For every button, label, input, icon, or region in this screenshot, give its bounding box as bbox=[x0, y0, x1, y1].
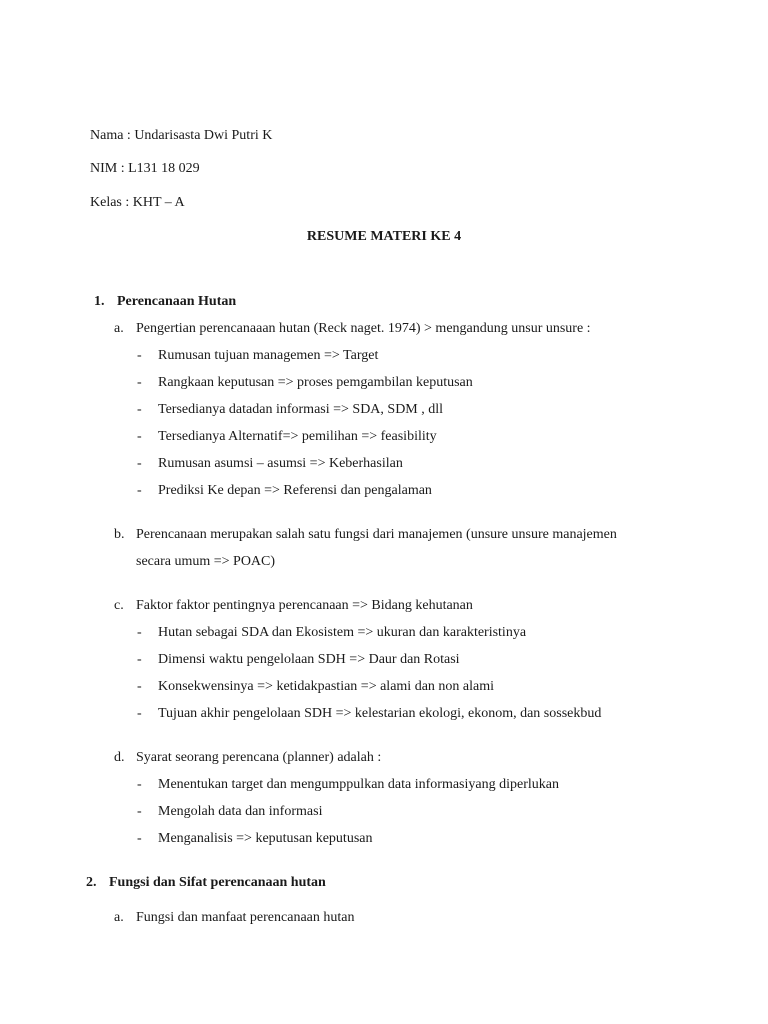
bullet-text: Tersedianya datadan informasi => SDA, SDM , dll bbox=[158, 402, 444, 417]
student-name: Nama : Undarisasta Dwi Putri K bbox=[90, 128, 273, 143]
bullet-dash: - bbox=[137, 483, 142, 498]
bullet-dash: - bbox=[137, 402, 142, 417]
bullet-dash: - bbox=[137, 831, 142, 846]
bullet-text: Menganalisis => keputusan keputusan bbox=[158, 831, 373, 846]
bullet-dash: - bbox=[137, 375, 142, 390]
bullet-text: Rumusan asumsi – asumsi => Keberhasilan bbox=[158, 456, 403, 471]
bullet-dash: - bbox=[137, 652, 142, 667]
item-text: Fungsi dan manfaat perencanaan hutan bbox=[136, 910, 355, 925]
document-title: RESUME MATERI KE 4 bbox=[306, 229, 462, 244]
item-text-continued: secara umum => POAC) bbox=[136, 554, 276, 569]
item-letter: c. bbox=[114, 598, 124, 613]
bullet-text: Mengolah data dan informasi bbox=[158, 804, 323, 819]
bullet-text: Dimensi waktu pengelolaan SDH => Daur dan Rotasi bbox=[158, 652, 460, 667]
item-letter: d. bbox=[114, 750, 125, 765]
bullet-dash: - bbox=[137, 804, 142, 819]
item-letter: b. bbox=[114, 527, 125, 542]
item-text: Faktor faktor pentingnya perencanaan => Bidang kehutanan bbox=[136, 598, 473, 613]
bullet-dash: - bbox=[137, 456, 142, 471]
bullet-dash: - bbox=[137, 625, 142, 640]
item-letter: a. bbox=[114, 910, 124, 925]
section-heading: Perencanaan Hutan bbox=[117, 294, 237, 309]
bullet-dash: - bbox=[137, 706, 142, 721]
item-letter: a. bbox=[114, 321, 124, 336]
bullet-dash: - bbox=[137, 348, 142, 363]
bullet-text: Tujuan akhir pengelolaan SDH => kelestarian ekologi, ekonom, dan sossekbud bbox=[158, 706, 602, 721]
bullet-dash: - bbox=[137, 429, 142, 444]
bullet-dash: - bbox=[137, 777, 142, 792]
bullet-text: Tersedianya Alternatif=> pemilihan => feasibility bbox=[158, 429, 437, 444]
bullet-text: Prediksi Ke depan => Referensi dan pengalaman bbox=[158, 483, 432, 498]
item-text: Perencanaan merupakan salah satu fungsi dari manajemen (unsure unsure manajemen bbox=[136, 527, 617, 542]
section-number: 2. bbox=[86, 875, 97, 890]
bullet-text: Rumusan tujuan managemen => Target bbox=[158, 348, 379, 363]
item-text: Pengertian perencanaaan hutan (Reck naget. 1974) > mengandung unsur unsure : bbox=[136, 321, 591, 336]
bullet-dash: - bbox=[137, 679, 142, 694]
section-heading: Fungsi dan Sifat perencanaan hutan bbox=[109, 875, 326, 890]
bullet-text: Rangkaan keputusan => proses pemgambilan keputusan bbox=[158, 375, 473, 390]
student-class: Kelas : KHT – A bbox=[90, 195, 185, 210]
student-nim: NIM : L131 18 029 bbox=[90, 161, 200, 176]
bullet-text: Konsekwensinya => ketidakpastian => alami dan non alami bbox=[158, 679, 494, 694]
section-number: 1. bbox=[94, 294, 105, 309]
bullet-text: Hutan sebagai SDA dan Ekosistem => ukuran dan karakteristinya bbox=[158, 625, 527, 640]
item-text: Syarat seorang perencana (planner) adalah : bbox=[136, 750, 382, 765]
bullet-text: Menentukan target dan mengumppulkan data informasiyang diperlukan bbox=[158, 777, 559, 792]
